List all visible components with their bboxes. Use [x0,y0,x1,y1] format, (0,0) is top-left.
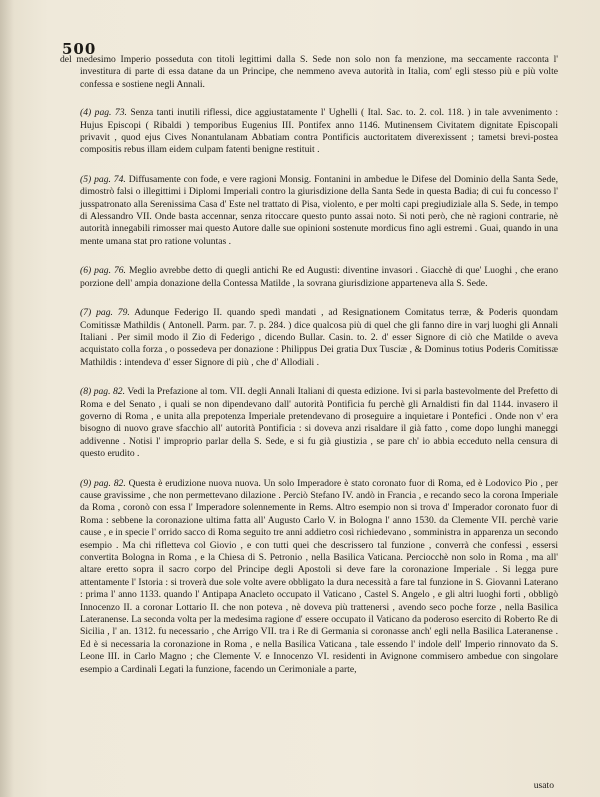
page-number: 500 [62,40,97,58]
footnote-8 [80,386,558,460]
footnote-5 [80,174,558,248]
binding-shadow [0,0,14,797]
footnote-marker: (6) pag. 76. [80,265,126,277]
footnote-7 [80,307,558,369]
footnote-text: Vedi la Prefazione al tom. VII. degli Annali Italiani di questa edizione. Ivi si parla bastevolmente del Prefetto di Roma e del Senato , i quali se non dipendevano dall' autorità Pontificia fu perchè gli Arnaldisti fin dal 1144. invasero il governo di Roma , e unita alla prepotenza Imperiale pretendevano di proseguire a inquietare i Pontefici . Onde non v' era bisogno di nuovo grave sfacchio all' autorità Pontificia : si doveva anzi risaldare il già fatto , come dopo lunghi maneggi addivenne . Notisi l' improprio parlar della S. Sede, e si fu già giustizia , se pare ch' io abbia ecceduto nella censura di questo erudito . [80,386,559,460]
footnote-marker: (7) pag. 79. [80,307,130,319]
footnote-marker: (8) pag. 82. [80,386,126,398]
footnote-4 [80,107,558,157]
footnote-marker: (4) pag. 73. [80,107,127,119]
footnote-9 [80,478,558,677]
footnote-text: Diffusamente con fode, e vere ragioni Monsig. Fontanini in ambedue le Difese del Dominio della Santa Sede, dimostrò falsi o illegittimi i Diplomi Imperiali contro la giurisdizione della Santa Sede in questa Badia; di cui fu concesso l' jusspatronato alla Serenissima Casa d' Este nel trattato di Pisa, violento, e per molti capi pregiudiziale alla S. Sede, in tempo di Alessandro VII. Onde basta accennar, senza ritoccare questo punto assai noto. Si noti però, che nè ragioni contrarie, nè autorità innegabili rimosser mai questo Autore dalle sue opinioni sostenute mordicus fino agli estremi . Guai, quando in una mente umana stat pro ratione voluntas . [80,173,558,247]
footnote-text: Adunque Federigo II. quando spedì mandati , ad Resignationem Comitatus terræ, & Poderis quondam Comitissæ Mathildis ( Antonell. Parm. par. 7. p. 284. ) dice qualcosa più di quel che gli fanno dire in varj luoghi gli Annali Italiani . Per simil modo il Zio di Federigo , dicendo Bullar. Casin. to. 2. d' esser Signore di ciò che Matilde o aveva acquistato colla forza , o possedeva per donazione : Philippus Dei gratia Dux Tusciæ , & Dominus totius Poderis Comitissæ Mathildis : intendeva d' esser Signore di più , che d' Allodiali . [80,307,558,368]
footnote-6 [80,265,558,290]
footnote-text: Senza tanti inutili riflessi, dice aggiustatamente l' Ughelli ( Ital. Sac. to. 2. col. 118. ) in tale avvenimento : Hujus Episcopi ( Ribaldi ) temporibus Eugenius III. Pontifex anno 1146. Mutinensem Civitatem dignitate Episcopali privavit , quod ejus Cives Nonantulanam Abbatiam contra Pontificis auctoritatem diverexissent ; tametsi brevi-postea compositis rebus illam eidem culpam fatenti benigne restituit . [80,107,559,156]
footnote-marker: (9) pag. 82. [80,477,126,489]
footnote-text: Meglio avrebbe detto di quegli antichi Re ed Augusti: diventine invasori . Giacchè di que' Luoghi , che erano porzione dell' ampia donazione della Contessa Matilde , la sovrana giurisdizione apparteneva alla S. Sede. [80,265,558,289]
footnote-text: Questa è erudizione nuova nuova. Un solo Imperadore è stato coronato fuor di Roma, ed è Lodovico Pio , per cause gravissime , che non permettevano dilazione . Perciò Stefano IV. andò in Francia , e recando seco la corona Imperiale da Roma , coronò con essa l' Imperadore solennemente in Rems. Altro esempio non si trova d' Imperador coronato fuor di Roma : sebbene la coronazione ultima fatta all' Augusto Carlo V. in Bologna l' anno 1530. da Clemente VII. perchè varie cause , e in specie l' orrido sacco di Roma seguito tre anni addietro così richiedevano , somministra in apparenza un secondo esempio . Ma chi rifletteva col Giovio , e con tutti quei che descrissero tal funzione , converrà che confessi , essersi convertita Bologna in Roma , e la Chiesa di S. Petronio , nella Basilica Vaticana. Perciocchè non solo in Roma , ma all' altare eretto sopra il sacro corpo del Principe degli Apostoli si deve fare la coronazione Imperiale . Si legga pure attentamente l' Istoria : si troverà due sole volte avere obbligato la dura necessità a fare tal funzione in S. Giovanni Laterano : prima l' anno 1133. quando l' Antipapa Anacleto occupato il Vaticano , Castel S. Angelo , e gli altri luoghi forti , obbligò Innocenzo II. a coronar Lottario II. che non poteva , nè doveva più trattenersi , avendo seco poche forze , nella Basilica Lateranense. La seconda volta per la medesima ragione d' essere occupato il Vaticano da poderoso esercito di Roberto Re di Sicilia , l' an. 1312. fu necessario , che Arrigo VII. tra i Re di Germania si coronasse anch' egli nella Basilica Lateranense . Ed è si necessaria la coronazione in Roma , e nella Basilica Vaticana , tale essendo l' indole dell' Imperio rinnovato da S. Leone III. in Carlo Magno ; che Clemente V. e Innocenzo VI. residenti in Avignone commisero ambedue con singolare esempio a Cardinali Legati la funzione, facendo un Cerimoniale a parte, [80,477,559,675]
intro-paragraph: del medesimo Imperio posseduta con titoli legittimi dalla S. Sede non solo non fa menzione, ma seccamente racconta l' investitura di parte di essa datane da un Principe, che nemmeno aveva autorità in Italia, com' egli stesso più e più volte confessa e sostiene negli Annali. [60,54,558,90]
catchword: usato [533,780,554,791]
footnote-marker: (5) pag. 74. [80,173,126,185]
page-body [60,54,558,693]
